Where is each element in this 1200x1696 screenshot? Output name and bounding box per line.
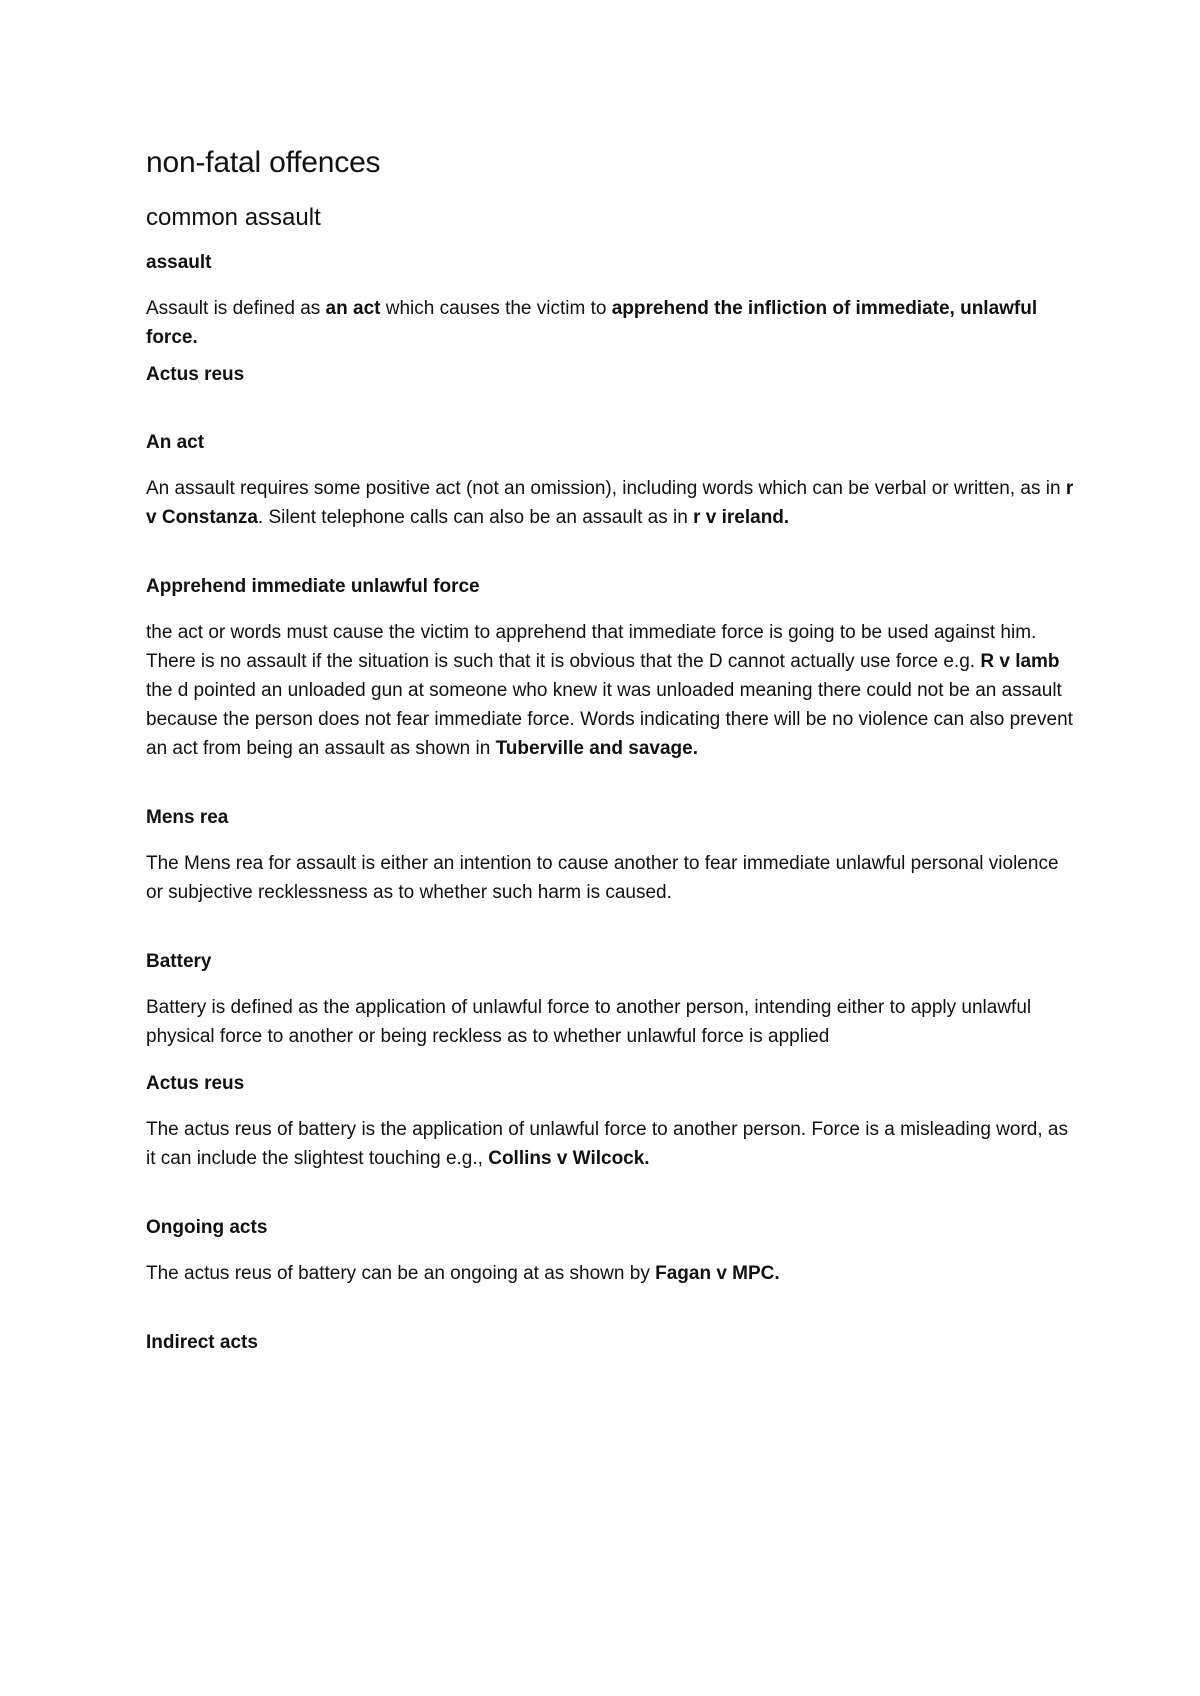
- heading-assault: assault: [146, 252, 212, 273]
- section-title-common-assault: common assault: [146, 204, 321, 231]
- heading-apprehend: Apprehend immediate unlawful force: [146, 576, 480, 597]
- paragraph-an-act: An assault requires some positive act (not an omission), including words which can be verbal or written, as in r v Constanza. Silent telephone calls can also be an assault as in r v ireland.: [146, 478, 1074, 528]
- heading-actus-reus: Actus reus: [146, 364, 245, 385]
- paragraph-ongoing-acts: The actus reus of battery can be an ongoing at as shown by Fagan v MPC.: [146, 1263, 780, 1284]
- heading-battery: Battery: [146, 951, 212, 972]
- paragraph-apprehend: the act or words must cause the victim to apprehend that immediate force is going to be used against him. There is no assault if the situation is such that it is obvious that the D cannot actually use force e.g. R v lamb the d pointed an unloaded gun at someone who knew it was unloaded meaning there could not be an assault because the person does not fear immediate force. Words indicating there will be no violence can also prevent an act from being an assault as shown in Tuberville and savage.: [146, 622, 1073, 759]
- paragraph-mens-rea: The Mens rea for assault is either an intention to cause another to fear immediate unlawful personal violence or subjective recklessness as to whether such harm is caused.: [146, 853, 1059, 903]
- heading-actus-reus-battery: Actus reus: [146, 1073, 245, 1094]
- paragraph-battery: Battery is defined as the application of unlawful force to another person, intending either to apply unlawful physical force to another or being reckless as to whether unlawful force is applied: [146, 997, 1032, 1047]
- heading-indirect-acts: Indirect acts: [146, 1332, 258, 1353]
- paragraph-battery-actus-reus: The actus reus of battery is the application of unlawful force to another person. Force is a misleading word, as it can include the slightest touching e.g., Collins v Wilcock.: [146, 1119, 1068, 1169]
- heading-mens-rea: Mens rea: [146, 807, 229, 828]
- heading-an-act: An act: [146, 432, 205, 453]
- paragraph-assault-definition: Assault is defined as an act which causes the victim to apprehend the infliction of immediate, unlawful force.: [146, 298, 1038, 348]
- page-title: non-fatal offences: [146, 146, 381, 179]
- document-content: [146, 146, 1076, 1374]
- heading-ongoing-acts: Ongoing acts: [146, 1217, 268, 1238]
